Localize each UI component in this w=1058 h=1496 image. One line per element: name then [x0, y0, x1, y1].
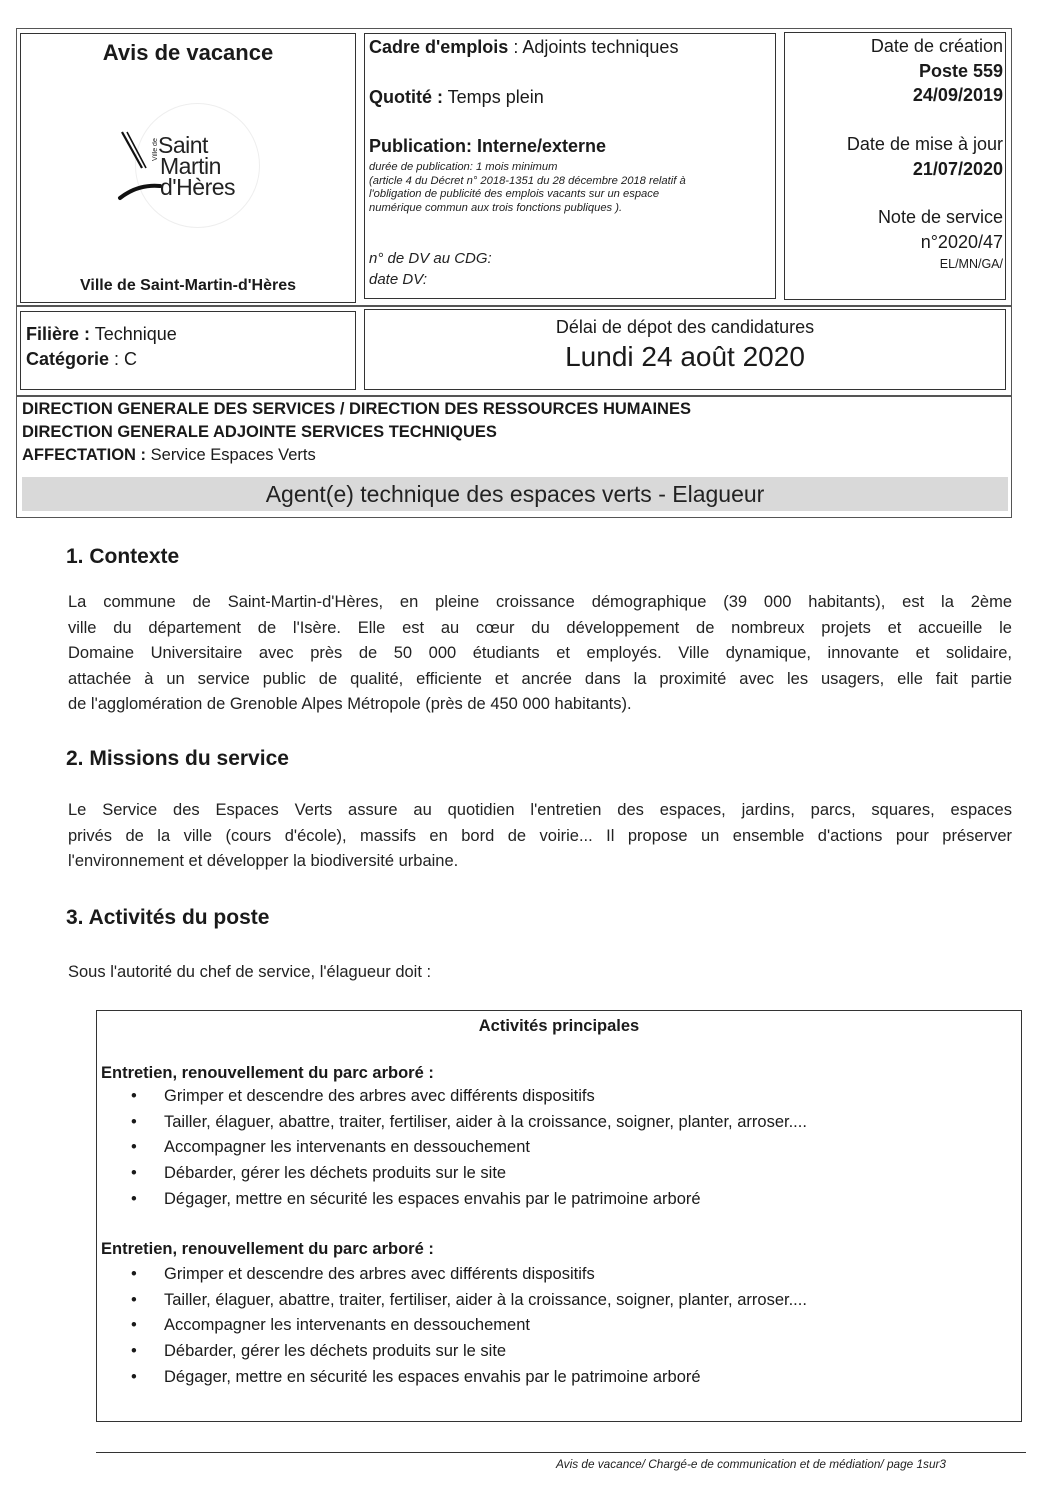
logo-text	[158, 132, 236, 200]
list-item-text: Débarder, gérer les déchets produits sur le site	[164, 1164, 507, 1183]
poste-number: Poste 559	[918, 61, 1003, 81]
list-item	[131, 1187, 807, 1213]
cadre-line	[369, 37, 678, 58]
list-item-text: Dégager, mettre en sécurité les espaces envahis par le patrimoine arboré	[164, 1189, 701, 1208]
date-maj: 21/07/2020	[912, 159, 1003, 179]
contexte-line: de l'agglomération de Grenoble Alpes Métropole (près de 450 000 habitants).	[68, 695, 632, 713]
categorie-line	[26, 349, 137, 370]
logo-small-text: Ville de	[152, 138, 159, 161]
note-number: n°2020/47	[920, 232, 1003, 252]
missions-line: Le Service des Espaces Verts assure au quotidien l'entretien des espaces, jardins, parcs, squares, espaces	[68, 801, 1012, 819]
bullet-icon: •	[131, 1265, 137, 1283]
filiere-line	[26, 324, 177, 345]
quotite-value: Temps plein	[443, 87, 544, 107]
date-dv: date DV:	[369, 271, 428, 288]
bullet-icon: •	[131, 1367, 137, 1386]
list-item-text: Débarder, gérer les déchets produits sur le site	[164, 1342, 507, 1361]
contexte-line: La commune de Saint-Martin-d'Hères, en pleine croissance démographique (39 000 habitants), est la 2ème	[68, 593, 1012, 611]
filiere-label: Filière :	[26, 324, 91, 344]
list-item	[131, 1365, 807, 1391]
list-item	[131, 1339, 807, 1365]
list-item-text: Accompagner les intervenants en dessouchement	[164, 1316, 530, 1335]
bullet-icon: •	[131, 1189, 137, 1208]
affectation-label: AFFECTATION :	[22, 446, 147, 464]
cadre-value: : Adjoints techniques	[508, 37, 679, 57]
list-item	[131, 1288, 807, 1314]
ville-name: Ville de Saint-Martin-d'Hères	[79, 277, 296, 294]
group1-title: Entretien, renouvellement du parc arboré :	[101, 1064, 434, 1082]
pub-note-4: numérique commun aux trois fonctions publiques ).	[369, 201, 623, 214]
list-item	[131, 1313, 807, 1339]
group2-title: Entretien, renouvellement du parc arboré :	[101, 1240, 434, 1258]
logo-line2: Martin	[160, 153, 221, 179]
list-item-text: Tailler, élaguer, abattre, traiter, fertiliser, aider à la croissance, soigner, planter, arroser....	[164, 1290, 807, 1309]
logo-line1: Saint	[158, 132, 208, 158]
list-item-text: Dégager, mettre en sécurité les espaces envahis par le patrimoine arboré	[164, 1367, 701, 1386]
quotite-line	[369, 87, 544, 108]
contexte-line: ville du département de l'Isère. Elle est au cœur du développement de nombreux projets et accueille le	[68, 618, 1012, 637]
direction-line1: DIRECTION GENERALE DES SERVICES / DIRECTION DES RESSOURCES HUMAINES	[22, 400, 691, 418]
bullet-icon: •	[131, 1290, 137, 1309]
bullet-icon: •	[131, 1138, 137, 1157]
contexte-line: Domaine Universitaire avec près de 50 000 étudiants et employés. Ville dynamique, innovante et solidaire,	[68, 644, 1012, 662]
publication-label: Publication: Interne/externe	[369, 136, 607, 156]
publication-note	[369, 161, 773, 215]
job-title: Agent(e) technique des espaces verts - Elagueur	[22, 477, 1008, 511]
logo-line3: d'Hères	[160, 174, 236, 200]
cadre-label: Cadre d'emplois	[369, 37, 509, 57]
list-item	[131, 1110, 807, 1136]
group2-list	[131, 1262, 807, 1391]
contexte-paragraph	[68, 590, 1012, 718]
missions-line: l'environnement et développer la biodiversité urbaine.	[68, 852, 459, 870]
avis-title: Avis de vacance	[102, 40, 274, 65]
group1-list	[131, 1084, 807, 1213]
bullet-icon: •	[131, 1342, 137, 1361]
missions-heading: 2. Missions du service	[66, 747, 289, 770]
contexte-heading: 1. Contexte	[66, 545, 180, 568]
date-creation-label: Date de création	[870, 36, 1003, 56]
note-ref: EL/MN/GA/	[939, 257, 1003, 271]
activites-intro: Sous l'autorité du chef de service, l'élagueur doit :	[68, 963, 432, 981]
date-maj-label: Date de mise à jour	[846, 134, 1003, 154]
dv-cdg: n° de DV au CDG:	[369, 250, 492, 267]
affectation-line	[22, 446, 316, 465]
missions-line: privés de la ville (cours d'école), massifs en bord de voirie... Il propose un ensemble d'actions pour préserver	[68, 826, 1012, 845]
categorie-label: Catégorie	[26, 349, 110, 369]
pub-note-1: durée de publication: 1 mois minimum	[369, 161, 558, 173]
page-footer: Avis de vacance/ Chargé-e de communication et de médiation/ page 1sur3	[556, 1457, 946, 1471]
list-item	[131, 1262, 807, 1288]
note-label: Note de service	[877, 207, 1003, 227]
pub-note-2: (article 4 du Décret n° 2018-1351 du 28 décembre 2018 relatif à	[369, 174, 686, 187]
list-item	[131, 1161, 807, 1187]
list-item-text: Accompagner les intervenants en dessouchement	[164, 1138, 530, 1157]
activities-box-title: Activités principales	[478, 1017, 640, 1035]
footer-divider	[96, 1452, 1026, 1453]
activites-heading: 3. Activités du poste	[66, 906, 270, 929]
list-item-text: Grimper et descendre des arbres avec différents dispositifs	[164, 1087, 595, 1105]
direction-line2: DIRECTION GENERALE ADJOINTE SERVICES TECHNIQUES	[22, 423, 497, 441]
filiere-value: Technique	[90, 324, 177, 344]
missions-paragraph	[68, 798, 1012, 875]
contexte-line: attachée à un service public de qualité, efficiente et ancrée dans la proximité avec les usagers, elle fait partie	[68, 669, 1012, 688]
list-item	[131, 1084, 807, 1110]
list-item-text: Grimper et descendre des arbres avec différents dispositifs	[164, 1265, 595, 1283]
delai-date: Lundi 24 août 2020	[565, 341, 805, 372]
bullet-icon: •	[131, 1164, 137, 1183]
delai-label: Délai de dépot des candidatures	[555, 317, 815, 337]
categorie-value: : C	[109, 349, 138, 369]
bullet-icon: •	[131, 1087, 137, 1105]
bullet-icon: •	[131, 1112, 137, 1131]
list-item	[131, 1135, 807, 1161]
list-item-text: Tailler, élaguer, abattre, traiter, fertiliser, aider à la croissance, soigner, planter, arroser....	[164, 1112, 807, 1131]
quotite-label: Quotité :	[369, 87, 443, 107]
pub-note-3: l'obligation de publicité des emplois vacants sur un espace	[369, 188, 660, 200]
affectation-value: Service Espaces Verts	[146, 446, 316, 464]
bullet-icon: •	[131, 1316, 137, 1335]
date-creation: 24/09/2019	[912, 85, 1003, 105]
